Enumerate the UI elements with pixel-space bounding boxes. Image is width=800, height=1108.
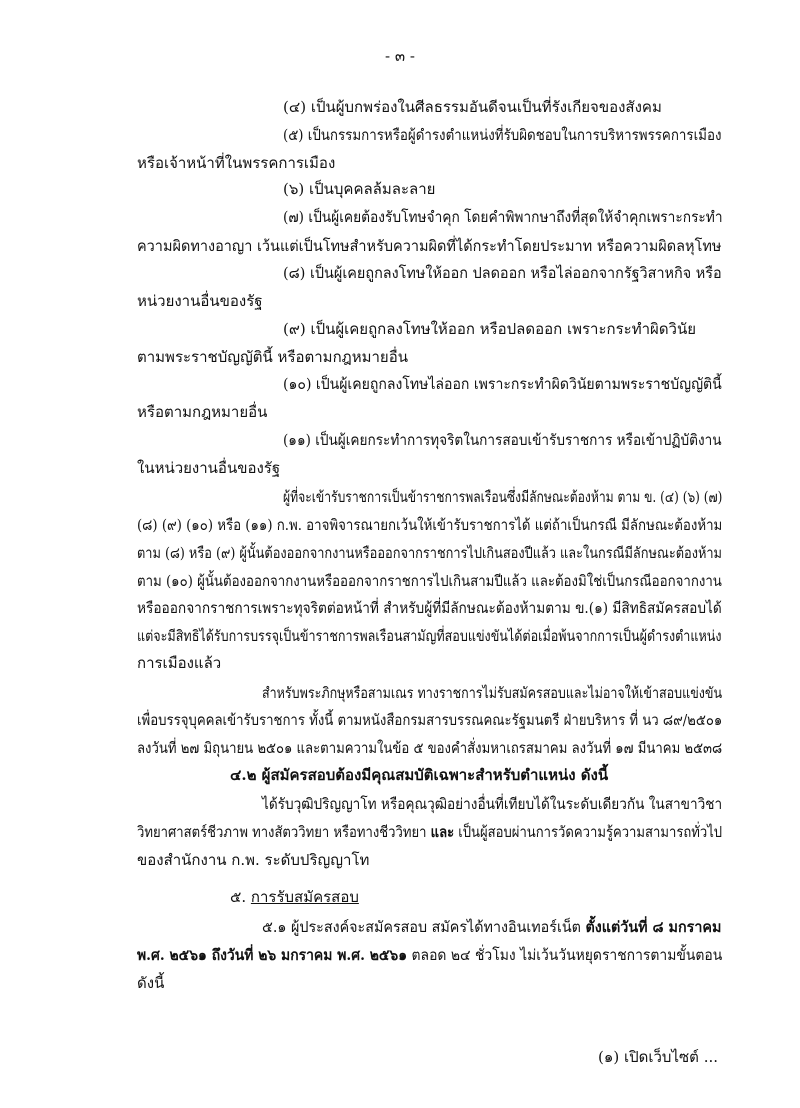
item-8-line2: หน่วยงานอื่นของรัฐ — [137, 292, 263, 310]
paragraph-2-line: เพื่อบรรจุบุคคลเข้ารับราชการ ทั้งนี้ ตามหนังสือกรมสารบรรณคณะรัฐมนตรี ฝ่ายบริหาร ที่ นว ๘๙/๒๕๐๑ — [137, 711, 723, 729]
item-7-line1: (๗) เป็นผู้เคยต้องรับโทษจำคุก โดยคำพิพากษาถึงที่สุดให้จำคุกเพราะกระทำ — [283, 208, 723, 226]
section-5-1-line1 — [262, 916, 721, 938]
item-9-line1: (๙) เป็นผู้เคยถูกลงโทษให้ออก หรือปลดออก เพราะกระทำผิดวินัย — [283, 320, 697, 338]
section-4-2-line: ได้รับวุฒิปริญญาโท หรือคุณวุฒิอย่างอื่นที่เทียบได้ในระดับเดียวกัน ในสาขาวิชา — [262, 795, 723, 813]
paragraph-1-line: ตาม (๑๐) ผู้นั้นต้องออกจากงานหรือออกจากราชการไปเกินสามปีแล้ว และต้องมิใช่เป็นกรณีออกจากงาน — [137, 572, 722, 590]
section-5-title: การรับสมัครสอบ — [250, 888, 359, 906]
paragraph-2-line: ลงวันที่ ๒๗ มิถุนายน ๒๕๐๑ และตามความในข้อ ๕ ของคำสั่งมหาเถรสมาคม ลงวันที่ ๑๗ มีนาคม ๒๕๓๘ — [137, 739, 723, 757]
section-5-1-start-date: ตั้งแต่วันที่ ๘ มกราคม — [585, 918, 722, 936]
item-6: (๖) เป็นบุคคลล้มละลาย — [283, 180, 436, 198]
paragraph-1-line: การเมืองแล้ว — [137, 654, 222, 672]
paragraph-2-line: สำหรับพระภิกษุหรือสามเณร ทางราชการไม่รับสมัครสอบและไม่อาจให้เข้าสอบแข่งขัน — [262, 684, 723, 702]
continuation-note: (๑) เปิดเว็บไซต์ ... — [598, 1048, 718, 1066]
paragraph-1-line: (๘) (๙) (๑๐) หรือ (๑๑) ก.พ. อาจพิจารณายกเว้นให้เข้ารับราชการได้ แต่ถ้าเป็นกรณี มีลักษณะต้องห้าม — [137, 516, 723, 534]
paragraph-1-line: แต่จะมีสิทธิได้รับการบรรจุเป็นข้าราชการพลเรือนสามัญที่สอบแข่งขันได้ต่อเมื่อพ้นจากการเป็นผู้ดำรงตำแหน่ง — [137, 627, 722, 645]
item-8-line1: (๘) เป็นผู้เคยถูกลงโทษให้ออก ปลดออก หรือไล่ออกจากรัฐวิสาหกิจ หรือ — [283, 264, 722, 282]
section-5-1-line2 — [137, 944, 722, 966]
item-5-line2: หรือเจ้าหน้าที่ในพรรคการเมือง — [137, 154, 336, 172]
section-4-2-exam: เป็นผู้สอบผ่านการวัดความรู้ความสามารถทั่วไป — [458, 823, 723, 841]
page-number: - ๓ - — [385, 47, 415, 65]
item-10-line1: (๑๐) เป็นผู้เคยถูกลงโทษไล่ออก เพราะกระทำผิดวินัยตามพระราชบัญญัตินี้ — [283, 375, 722, 393]
item-10-line2: หรือตามกฎหมายอื่น — [137, 403, 268, 421]
paragraph-1-line: ผู้ที่จะเข้ารับราชการเป็นข้าราชการพลเรือนซึ่งมีลักษณะต้องห้าม ตาม ข. (๔) (๖) (๗) — [283, 488, 723, 506]
section-4-2-line — [137, 821, 722, 843]
section-4-2-heading: ๔.๒ ผู้สมัครสอบต้องมีคุณสมบัติเฉพาะสำหรับตำแหน่ง ดังนี้ — [230, 766, 609, 784]
section-4-2-and: และ — [430, 823, 455, 841]
paragraph-1-line: ตาม (๘) หรือ (๙) ผู้นั้นต้องออกจากงานหรือออกจากราชการไปเกินสองปีแล้ว และในกรณีมีลักษณะต้องห้าม — [137, 544, 722, 562]
item-7-line2: ความผิดทางอาญา เว้นแต่เป็นโทษสำหรับความผิดที่ได้กระทำโดยประมาท หรือความผิดลหุโทษ — [137, 237, 722, 255]
section-5-1-lead: ๕.๑ ผู้ประสงค์จะสมัครสอบ สมัครได้ทางอินเทอร์เน็ต — [262, 918, 581, 936]
item-5-line1: (๕) เป็นกรรมการหรือผู้ดำรงตำแหน่งที่รับผิดชอบในการบริหารพรรคการเมือง — [283, 126, 722, 144]
section-4-2-line: ของสำนักงาน ก.พ. ระดับปริญญาโท — [137, 851, 370, 869]
section-5-heading — [230, 886, 359, 908]
section-4-2-fields: วิทยาศาสตร์ชีวภาพ ทางสัตววิทยา หรือทางชีววิทยา — [137, 823, 427, 841]
item-9-line2: ตามพระราชบัญญัตินี้ หรือตามกฎหมายอื่น — [137, 348, 408, 366]
section-5-number: ๕. — [230, 888, 247, 906]
item-11-line2: ในหน่วยงานอื่นของรัฐ — [137, 459, 281, 477]
section-5-1-line3: ดังนี้ — [137, 974, 165, 992]
section-5-1-rest: ตลอด ๒๔ ชั่วโมง ไม่เว้นวันหยุดราชการตามขั้นตอน — [411, 946, 723, 964]
paragraph-1-line: หรือออกจากราชการเพราะทุจริตต่อหน้าที่ สำหรับผู้ที่มีลักษณะต้องห้ามตาม ข.(๑) มีสิทธิสมัครสอบได้ — [137, 599, 722, 617]
section-5-1-date-range: พ.ศ. ๒๕๖๑ ถึงวันที่ ๒๖ มกราคม พ.ศ. ๒๕๖๑ — [137, 946, 408, 964]
item-4: (๔) เป็นผู้บกพร่องในศีลธรรมอันดีจนเป็นที่รังเกียจของสังคม — [283, 98, 662, 116]
item-11-line1: (๑๑) เป็นผู้เคยกระทำการทุจริตในการสอบเข้ารับราชการ หรือเข้าปฏิบัติงาน — [283, 431, 722, 449]
